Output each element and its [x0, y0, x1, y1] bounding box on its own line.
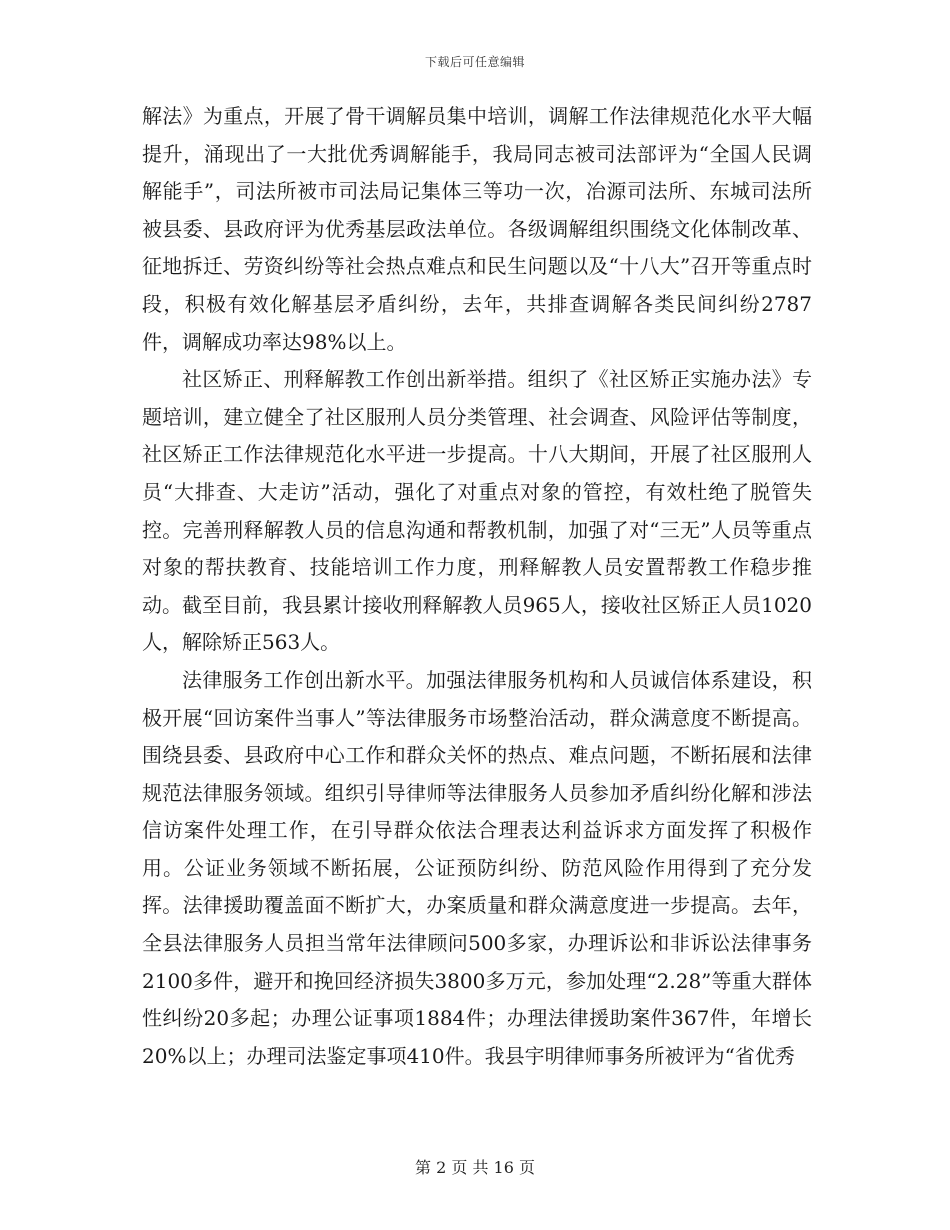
paragraph-mediation: 解法》为重点，开展了骨干调解员集中培训，调解工作法律规范化水平大幅提升，涌现出了一大批优秀调解能手，我局同志被司法部评为“全国人民调解能手”，司法所被市司法局记集体三等功一次，冶源司法所、东城司法所被县委、县政府评为优秀基层政法单位。各级调解组织围绕文化体制改革、征地拆迁、劳资纠纷等社会热点难点和民生问题以及“十八大”召开等重点时段，积极有效化解基层矛盾纠纷，去年，共排查调解各类民间纠纷2787件，调解成功率达98%以上。: [142, 104, 812, 354]
page-header: 下载后可任意编辑: [424, 55, 525, 69]
document-body: [142, 98, 812, 1075]
paragraph-legal-services: 法律服务工作创出新水平。加强法律服务机构和人员诚信体系建设，积极开展“回访案件当事人”等法律服务市场整治活动，群众满意度不断提高。围绕县委、县政府中心工作和群众关怀的热点、难点问题，不断拓展和法律规范法律服务领域。组织引导律师等法律服务人员参加矛盾纠纷化解和涉法信访案件处理工作，在引导群众依法合理表达利益诉求方面发挥了积极作用。公证业务领域不断拓展，公证预防纠纷、防范风险作用得到了充分发挥。法律援助覆盖面不断扩大，办案质量和群众满意度进一步提高。去年，全县法律服务人员担当常年法律顾问500多家，办理诉讼和非诉讼法律事务2100多件，避开和挽回经济损失3800多万元，参加处理“2.28”等重大群体性纠纷20多起；办理公证事项1884件；办理法律援助案件367件，年增长20%以上；办理司法鉴定事项410件。我县宇明律师事务所被评为“省优秀: [142, 667, 812, 1068]
paragraph-community-correction: 社区矫正、刑释解教工作创出新举措。组织了《社区矫正实施办法》专题培训，建立健全了社区服刑人员分类管理、社会调查、风险评估等制度，社区矫正工作法律规范化水平进一步提高。十八大期间，开展了社区服刑人员“大排查、大走访”活动，强化了对重点对象的管控，有效杜绝了脱管失控。完善刑释解教人员的信息沟通和帮教机制，加强了对“三无”人员等重点对象的帮扶教育、技能培训工作力度，刑释解教人员安置帮教工作稳步推动。截至目前，我县累计接收刑释解教人员965人，接收社区矫正人员1020人，解除矫正563人。: [142, 367, 812, 655]
page-footer: 第 2 页 共 16 页: [415, 1158, 535, 1177]
